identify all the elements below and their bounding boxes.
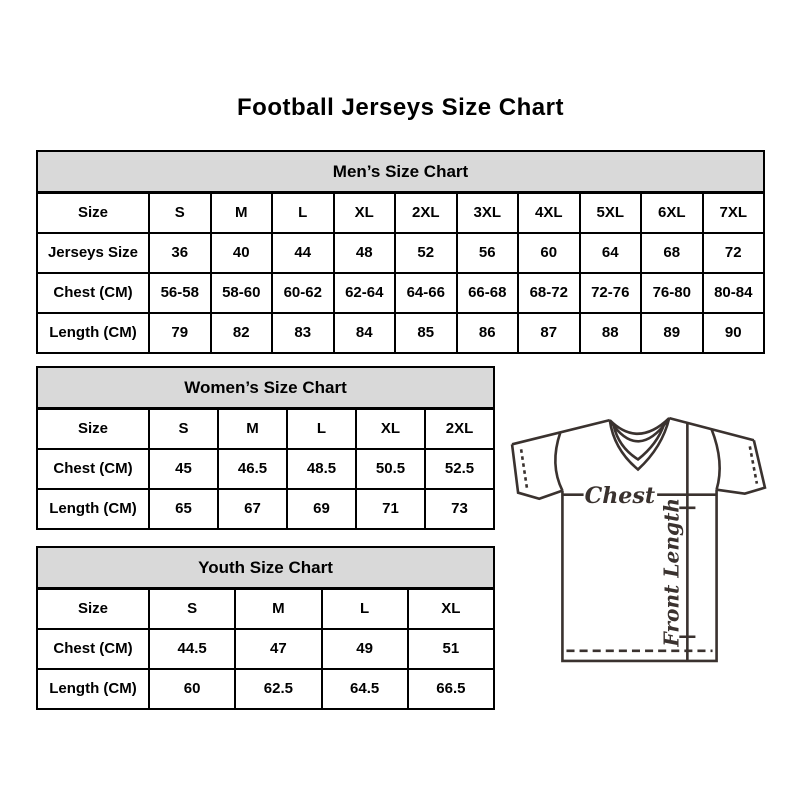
table-header-row	[37, 367, 494, 409]
value-cell: 88	[580, 313, 642, 353]
value-cell: 5XL	[580, 193, 642, 233]
table-row	[37, 273, 764, 313]
value-cell: 60	[518, 233, 580, 273]
value-cell: 48	[334, 233, 396, 273]
value-cell: 66-68	[457, 273, 519, 313]
value-cell: 2XL	[395, 193, 457, 233]
table-header-row	[37, 547, 494, 589]
value-cell: 68	[641, 233, 703, 273]
value-cell: XL	[408, 589, 494, 629]
value-cell: 76-80	[641, 273, 703, 313]
table-row	[37, 449, 494, 489]
value-cell: 73	[425, 489, 494, 529]
womens-table-title: Women’s Size Chart	[37, 367, 494, 409]
value-cell: 36	[149, 233, 211, 273]
row-header-cell: Size	[37, 589, 149, 629]
value-cell: 64.5	[322, 669, 408, 709]
value-cell: L	[287, 409, 356, 449]
table-row	[37, 669, 494, 709]
value-cell: 82	[211, 313, 273, 353]
value-cell: 66.5	[408, 669, 494, 709]
value-cell: M	[235, 589, 321, 629]
value-cell: 7XL	[703, 193, 765, 233]
value-cell: 67	[218, 489, 287, 529]
value-cell: 68-72	[518, 273, 580, 313]
value-cell: 86	[457, 313, 519, 353]
value-cell: 69	[287, 489, 356, 529]
row-header-cell: Chest (CM)	[37, 273, 149, 313]
row-header-cell: Chest (CM)	[37, 449, 149, 489]
value-cell: 58-60	[211, 273, 273, 313]
value-cell: 80-84	[703, 273, 765, 313]
value-cell: 56-58	[149, 273, 211, 313]
value-cell: L	[322, 589, 408, 629]
value-cell: 89	[641, 313, 703, 353]
mens-size-table	[36, 150, 765, 354]
value-cell: 2XL	[425, 409, 494, 449]
value-cell: 51	[408, 629, 494, 669]
value-cell: 44.5	[149, 629, 235, 669]
value-cell: XL	[334, 193, 396, 233]
table-row	[37, 409, 494, 449]
value-cell: 3XL	[457, 193, 519, 233]
value-cell: 56	[457, 233, 519, 273]
value-cell: 60	[149, 669, 235, 709]
row-header-cell: Length (CM)	[37, 313, 149, 353]
value-cell: XL	[356, 409, 425, 449]
value-cell: M	[211, 193, 273, 233]
value-cell: 4XL	[518, 193, 580, 233]
row-header-cell: Jerseys Size	[37, 233, 149, 273]
table-header-row	[37, 151, 764, 193]
youth-size-table	[36, 546, 495, 710]
jersey-measurement-diagram	[505, 402, 773, 670]
value-cell: 90	[703, 313, 765, 353]
value-cell: 52.5	[425, 449, 494, 489]
table-row	[37, 193, 764, 233]
youth-table-title: Youth Size Chart	[37, 547, 494, 589]
value-cell: 6XL	[641, 193, 703, 233]
value-cell: 72-76	[580, 273, 642, 313]
value-cell: 62-64	[334, 273, 396, 313]
value-cell: 85	[395, 313, 457, 353]
value-cell: 60-62	[272, 273, 334, 313]
value-cell: L	[272, 193, 334, 233]
value-cell: 40	[211, 233, 273, 273]
jersey-outline-icon	[505, 402, 773, 670]
value-cell: 45	[149, 449, 218, 489]
value-cell: S	[149, 409, 218, 449]
value-cell: 50.5	[356, 449, 425, 489]
value-cell: 44	[272, 233, 334, 273]
value-cell: 48.5	[287, 449, 356, 489]
value-cell: 49	[322, 629, 408, 669]
value-cell: 52	[395, 233, 457, 273]
chest-label: Chest	[584, 482, 656, 509]
value-cell: 79	[149, 313, 211, 353]
row-header-cell: Size	[37, 409, 149, 449]
table-row	[37, 313, 764, 353]
value-cell: S	[149, 589, 235, 629]
row-header-cell: Length (CM)	[37, 669, 149, 709]
front-length-label: Front Length	[659, 497, 684, 647]
table-row	[37, 489, 494, 529]
value-cell: 64-66	[395, 273, 457, 313]
mens-table-title: Men’s Size Chart	[37, 151, 764, 193]
value-cell: 71	[356, 489, 425, 529]
value-cell: 72	[703, 233, 765, 273]
value-cell: 62.5	[235, 669, 321, 709]
value-cell: 87	[518, 313, 580, 353]
table-row	[37, 629, 494, 669]
row-header-cell: Chest (CM)	[37, 629, 149, 669]
value-cell: 64	[580, 233, 642, 273]
value-cell: 84	[334, 313, 396, 353]
value-cell: 65	[149, 489, 218, 529]
table-row	[37, 233, 764, 273]
row-header-cell: Size	[37, 193, 149, 233]
value-cell: 46.5	[218, 449, 287, 489]
womens-size-table	[36, 366, 495, 530]
page-title: Football Jerseys Size Chart	[237, 94, 564, 121]
table-row	[37, 589, 494, 629]
value-cell: 47	[235, 629, 321, 669]
value-cell: 83	[272, 313, 334, 353]
value-cell: M	[218, 409, 287, 449]
value-cell: S	[149, 193, 211, 233]
row-header-cell: Length (CM)	[37, 489, 149, 529]
